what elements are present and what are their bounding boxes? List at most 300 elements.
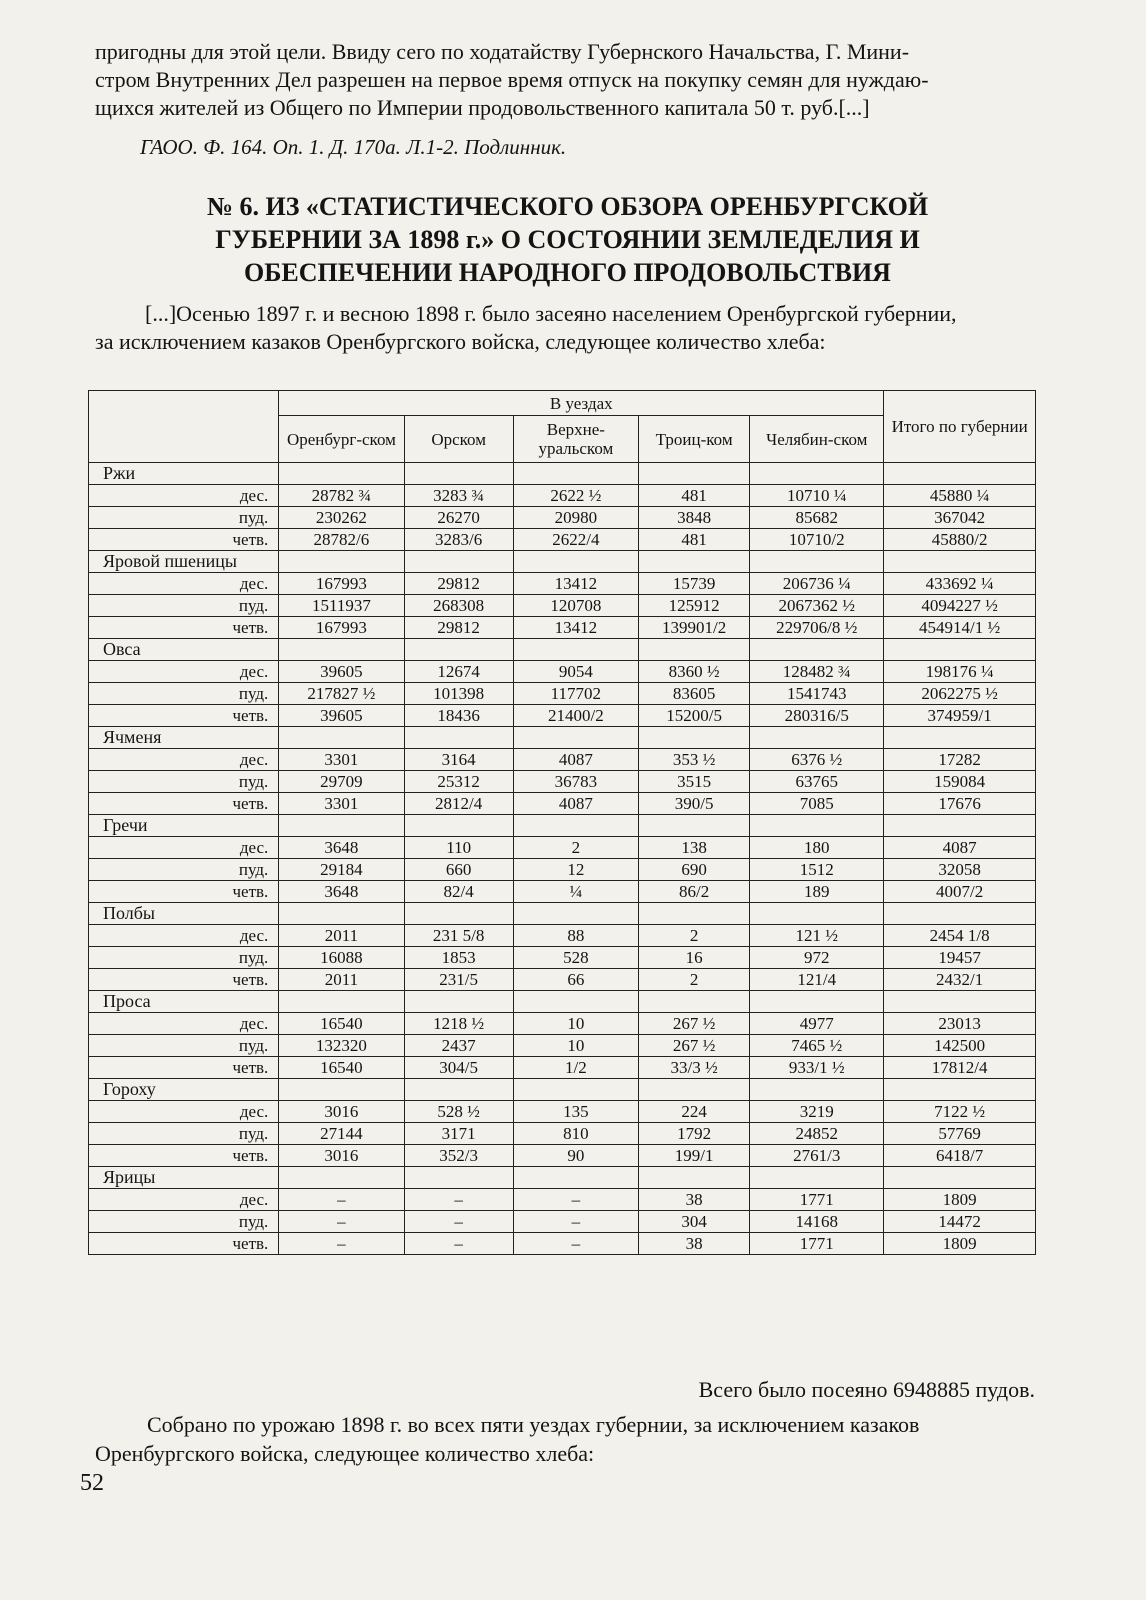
column-header: Оренбург-ском: [279, 416, 404, 463]
value-cell: 1853: [404, 947, 513, 969]
table-row: [89, 485, 1036, 507]
total-cell: 17282: [884, 749, 1036, 771]
empty-cell: [279, 463, 404, 485]
value-cell: 1771: [750, 1233, 884, 1255]
total-cell: 23013: [884, 1013, 1036, 1035]
value-cell: 690: [638, 859, 749, 881]
empty-cell: [638, 815, 749, 837]
category-name: Проса: [89, 991, 279, 1013]
heading-line: ОБЕСПЕЧЕНИИ НАРОДНОГО ПРОДОВОЛЬСТВИЯ: [244, 258, 891, 287]
value-cell: 15200/5: [638, 705, 749, 727]
column-header: Орском: [404, 416, 513, 463]
value-cell: 29184: [279, 859, 404, 881]
value-cell: 353 ½: [638, 749, 749, 771]
total-cell: 4087: [884, 837, 1036, 859]
empty-cell: [404, 815, 513, 837]
unit-cell: дес.: [89, 1013, 279, 1035]
top-paragraph: [95, 38, 1040, 122]
empty-cell: [404, 551, 513, 573]
value-cell: 224: [638, 1101, 749, 1123]
value-cell: 128482 ¾: [750, 661, 884, 683]
value-cell: 3515: [638, 771, 749, 793]
total-cell: 17812/4: [884, 1057, 1036, 1079]
bottom-paragraph: [95, 1410, 1040, 1468]
value-cell: –: [279, 1189, 404, 1211]
value-cell: 28782/6: [279, 529, 404, 551]
unit-cell: четв.: [89, 617, 279, 639]
table-row: [89, 1123, 1036, 1145]
empty-cell: [513, 991, 638, 1013]
empty-cell: [279, 1079, 404, 1101]
value-cell: 125912: [638, 595, 749, 617]
value-cell: –: [513, 1189, 638, 1211]
table-row: [89, 529, 1036, 551]
category-name: Яровой пшеницы: [89, 551, 279, 573]
value-cell: 3219: [750, 1101, 884, 1123]
value-cell: 189: [750, 881, 884, 903]
category-name: Гречи: [89, 815, 279, 837]
group-header: В уездах: [279, 391, 884, 416]
value-cell: –: [513, 1211, 638, 1233]
table-row: [89, 705, 1036, 727]
category-row: [89, 551, 1036, 573]
total-sown: Всего было посеяно 6948885 пудов.: [698, 1377, 1035, 1402]
value-cell: 3016: [279, 1101, 404, 1123]
table-body: [89, 463, 1036, 1255]
empty-cell: [884, 463, 1036, 485]
empty-cell: [638, 551, 749, 573]
value-cell: –: [279, 1211, 404, 1233]
value-cell: 6376 ½: [750, 749, 884, 771]
total-cell: 4094227 ½: [884, 595, 1036, 617]
unit-cell: пуд.: [89, 947, 279, 969]
total-cell: 198176 ¼: [884, 661, 1036, 683]
empty-cell: [404, 639, 513, 661]
total-cell: 142500: [884, 1035, 1036, 1057]
empty-cell: [404, 727, 513, 749]
total-cell: 1809: [884, 1233, 1036, 1255]
value-cell: 117702: [513, 683, 638, 705]
category-row: [89, 903, 1036, 925]
total-cell: 19457: [884, 947, 1036, 969]
table-row: [89, 859, 1036, 881]
value-cell: 26270: [404, 507, 513, 529]
value-cell: 29812: [404, 573, 513, 595]
column-header: Верхне-уральском: [513, 416, 638, 463]
unit-cell: дес.: [89, 1189, 279, 1211]
value-cell: 120708: [513, 595, 638, 617]
value-cell: 88: [513, 925, 638, 947]
value-cell: 231/5: [404, 969, 513, 991]
value-cell: 4087: [513, 793, 638, 815]
total-cell: 374959/1: [884, 705, 1036, 727]
value-cell: 1541743: [750, 683, 884, 705]
empty-cell: [513, 1079, 638, 1101]
table-row: [89, 507, 1036, 529]
total-cell: 2062275 ½: [884, 683, 1036, 705]
value-cell: 206736 ¼: [750, 573, 884, 595]
value-cell: 63765: [750, 771, 884, 793]
unit-cell: четв.: [89, 529, 279, 551]
table-row: [89, 749, 1036, 771]
value-cell: 12: [513, 859, 638, 881]
value-cell: 1512: [750, 859, 884, 881]
empty-cell: [513, 815, 638, 837]
total-cell: 45880 ¼: [884, 485, 1036, 507]
value-cell: 85682: [750, 507, 884, 529]
value-cell: 24852: [750, 1123, 884, 1145]
value-cell: 38: [638, 1233, 749, 1255]
table-row: [89, 793, 1036, 815]
unit-cell: четв.: [89, 1233, 279, 1255]
value-cell: 9054: [513, 661, 638, 683]
sowing-table: [88, 390, 1036, 1255]
value-cell: 29812: [404, 617, 513, 639]
table-row: [89, 925, 1036, 947]
text-line: пригодны для этой цели. Ввиду сего по ходатайству Губернского Начальства, Г. Мини-: [95, 39, 910, 64]
value-cell: 167993: [279, 617, 404, 639]
total-cell: 367042: [884, 507, 1036, 529]
empty-cell: [750, 463, 884, 485]
empty-cell: [884, 815, 1036, 837]
value-cell: 121/4: [750, 969, 884, 991]
value-cell: 20980: [513, 507, 638, 529]
empty-cell: [279, 991, 404, 1013]
empty-cell: [884, 1079, 1036, 1101]
value-cell: 3164: [404, 749, 513, 771]
value-cell: 2011: [279, 925, 404, 947]
value-cell: 217827 ½: [279, 683, 404, 705]
empty-cell: [750, 991, 884, 1013]
unit-cell: пуд.: [89, 507, 279, 529]
empty-cell: [750, 551, 884, 573]
total-column-header: Итого по губернии: [884, 391, 1036, 463]
value-cell: 3848: [638, 507, 749, 529]
value-cell: 1792: [638, 1123, 749, 1145]
value-cell: 39605: [279, 661, 404, 683]
empty-cell: [279, 1167, 404, 1189]
column-header: Троиц-ком: [638, 416, 749, 463]
text-line: за исключением казаков Оренбургского войска, следующее количество хлеба:: [95, 329, 826, 354]
value-cell: 280316/5: [750, 705, 884, 727]
value-cell: 199/1: [638, 1145, 749, 1167]
value-cell: 139901/2: [638, 617, 749, 639]
value-cell: 2622 ½: [513, 485, 638, 507]
value-cell: ¼: [513, 881, 638, 903]
value-cell: 33/3 ½: [638, 1057, 749, 1079]
archive-source: ГАОО. Ф. 164. Оп. 1. Д. 170а. Л.1-2. Подлинник.: [140, 135, 567, 159]
table-row: [89, 617, 1036, 639]
table-row: [89, 1057, 1036, 1079]
unit-cell: дес.: [89, 1101, 279, 1123]
total-cell: 4007/2: [884, 881, 1036, 903]
value-cell: 2812/4: [404, 793, 513, 815]
table-row: [89, 683, 1036, 705]
table-row: [89, 661, 1036, 683]
value-cell: 304: [638, 1211, 749, 1233]
category-name: Ржи: [89, 463, 279, 485]
empty-cell: [884, 903, 1036, 925]
value-cell: 27144: [279, 1123, 404, 1145]
total-cell: 433692 ¼: [884, 573, 1036, 595]
value-cell: 10710/2: [750, 529, 884, 551]
value-cell: 21400/2: [513, 705, 638, 727]
value-cell: 101398: [404, 683, 513, 705]
empty-cell: [279, 639, 404, 661]
page-number: 52: [80, 1470, 104, 1496]
value-cell: –: [404, 1233, 513, 1255]
table-row: [89, 771, 1036, 793]
value-cell: 528: [513, 947, 638, 969]
empty-cell: [638, 727, 749, 749]
value-cell: 180: [750, 837, 884, 859]
value-cell: 2: [513, 837, 638, 859]
total-cell: 2432/1: [884, 969, 1036, 991]
value-cell: 2761/3: [750, 1145, 884, 1167]
text-line: стром Внутренних Дел разрешен на первое время отпуск на покупку семян для нуждаю-: [95, 67, 929, 92]
value-cell: 2622/4: [513, 529, 638, 551]
value-cell: 39605: [279, 705, 404, 727]
table-row: [89, 881, 1036, 903]
empty-cell: [513, 463, 638, 485]
empty-cell: [750, 1167, 884, 1189]
value-cell: 933/1 ½: [750, 1057, 884, 1079]
value-cell: 230262: [279, 507, 404, 529]
unit-cell: пуд.: [89, 771, 279, 793]
total-cell: 159084: [884, 771, 1036, 793]
value-cell: 1511937: [279, 595, 404, 617]
value-cell: 8360 ½: [638, 661, 749, 683]
value-cell: 10: [513, 1035, 638, 1057]
value-cell: –: [513, 1233, 638, 1255]
unit-cell: пуд.: [89, 859, 279, 881]
value-cell: 390/5: [638, 793, 749, 815]
value-cell: 2: [638, 925, 749, 947]
category-row: [89, 815, 1036, 837]
value-cell: 16540: [279, 1057, 404, 1079]
text-line: Оренбургского войска, следующее количество хлеба:: [95, 1441, 595, 1466]
value-cell: 1/2: [513, 1057, 638, 1079]
empty-cell: [279, 727, 404, 749]
table-row: [89, 573, 1036, 595]
empty-cell: [279, 815, 404, 837]
value-cell: 28782 ¾: [279, 485, 404, 507]
value-cell: 3016: [279, 1145, 404, 1167]
unit-cell: пуд.: [89, 1211, 279, 1233]
empty-cell: [884, 551, 1036, 573]
text-line: [...]Осенью 1897 г. и весною 1898 г. было засеяно населением Оренбургской губернии,: [145, 301, 957, 326]
unit-cell: четв.: [89, 793, 279, 815]
unit-cell: дес.: [89, 749, 279, 771]
value-cell: 267 ½: [638, 1013, 749, 1035]
value-cell: 3648: [279, 881, 404, 903]
corner-cell: [89, 391, 279, 463]
empty-cell: [884, 727, 1036, 749]
value-cell: –: [404, 1189, 513, 1211]
value-cell: 3283 ¾: [404, 485, 513, 507]
table-row: [89, 969, 1036, 991]
unit-cell: дес.: [89, 925, 279, 947]
value-cell: 10: [513, 1013, 638, 1035]
value-cell: 528 ½: [404, 1101, 513, 1123]
value-cell: 16540: [279, 1013, 404, 1035]
value-cell: 10710 ¼: [750, 485, 884, 507]
category-row: [89, 1079, 1036, 1101]
unit-cell: пуд.: [89, 683, 279, 705]
category-name: Ячменя: [89, 727, 279, 749]
text-line: щихся жителей из Общего по Империи продовольственного капитала 50 т. руб.[...]: [95, 95, 870, 120]
value-cell: 660: [404, 859, 513, 881]
value-cell: 138: [638, 837, 749, 859]
value-cell: 481: [638, 529, 749, 551]
table-row: [89, 1211, 1036, 1233]
document-heading: [95, 190, 1040, 289]
category-name: Гороху: [89, 1079, 279, 1101]
value-cell: 810: [513, 1123, 638, 1145]
table-row: [89, 1233, 1036, 1255]
empty-cell: [638, 463, 749, 485]
category-name: Овса: [89, 639, 279, 661]
value-cell: 2437: [404, 1035, 513, 1057]
value-cell: –: [279, 1233, 404, 1255]
value-cell: 36783: [513, 771, 638, 793]
value-cell: 29709: [279, 771, 404, 793]
total-cell: 7122 ½: [884, 1101, 1036, 1123]
unit-cell: пуд.: [89, 1123, 279, 1145]
category-row: [89, 1167, 1036, 1189]
empty-cell: [279, 551, 404, 573]
unit-cell: четв.: [89, 705, 279, 727]
heading-line: № 6. ИЗ «СТАТИСТИЧЕСКОГО ОБЗОРА ОРЕНБУРГСКОЙ: [206, 192, 929, 221]
unit-cell: четв.: [89, 1145, 279, 1167]
value-cell: 90: [513, 1145, 638, 1167]
table-row: [89, 947, 1036, 969]
value-cell: 1771: [750, 1189, 884, 1211]
empty-cell: [638, 639, 749, 661]
unit-cell: пуд.: [89, 595, 279, 617]
value-cell: 3283/6: [404, 529, 513, 551]
value-cell: 3648: [279, 837, 404, 859]
value-cell: 66: [513, 969, 638, 991]
value-cell: 14168: [750, 1211, 884, 1233]
unit-cell: дес.: [89, 573, 279, 595]
empty-cell: [404, 991, 513, 1013]
value-cell: 267 ½: [638, 1035, 749, 1057]
total-cell: 57769: [884, 1123, 1036, 1145]
empty-cell: [750, 639, 884, 661]
category-row: [89, 463, 1036, 485]
category-name: Ярицы: [89, 1167, 279, 1189]
table-row: [89, 1101, 1036, 1123]
value-cell: 110: [404, 837, 513, 859]
value-cell: 135: [513, 1101, 638, 1123]
empty-cell: [750, 903, 884, 925]
table-row: [89, 837, 1036, 859]
value-cell: 16088: [279, 947, 404, 969]
empty-cell: [513, 551, 638, 573]
value-cell: 972: [750, 947, 884, 969]
unit-cell: пуд.: [89, 1035, 279, 1057]
empty-cell: [513, 639, 638, 661]
heading-line: ГУБЕРНИИ ЗА 1898 г.» О СОСТОЯНИИ ЗЕМЛЕДЕЛИЯ И: [215, 225, 920, 254]
value-cell: 15739: [638, 573, 749, 595]
unit-cell: дес.: [89, 661, 279, 683]
total-cell: 14472: [884, 1211, 1036, 1233]
total-cell: 17676: [884, 793, 1036, 815]
column-header: Челябин-ском: [750, 416, 884, 463]
empty-cell: [638, 1079, 749, 1101]
unit-cell: четв.: [89, 881, 279, 903]
intro-paragraph: [95, 300, 1040, 356]
value-cell: 83605: [638, 683, 749, 705]
value-cell: 86/2: [638, 881, 749, 903]
empty-cell: [750, 727, 884, 749]
value-cell: 82/4: [404, 881, 513, 903]
empty-cell: [404, 1167, 513, 1189]
total-cell: 32058: [884, 859, 1036, 881]
empty-cell: [750, 1079, 884, 1101]
unit-cell: дес.: [89, 485, 279, 507]
value-cell: 268308: [404, 595, 513, 617]
category-row: [89, 991, 1036, 1013]
value-cell: 16: [638, 947, 749, 969]
category-row: [89, 639, 1036, 661]
empty-cell: [638, 903, 749, 925]
value-cell: 2067362 ½: [750, 595, 884, 617]
table-row: [89, 1189, 1036, 1211]
value-cell: 121 ½: [750, 925, 884, 947]
empty-cell: [513, 903, 638, 925]
total-cell: 2454 1/8: [884, 925, 1036, 947]
value-cell: 4977: [750, 1013, 884, 1035]
value-cell: –: [404, 1211, 513, 1233]
total-cell: 454914/1 ½: [884, 617, 1036, 639]
empty-cell: [638, 991, 749, 1013]
table-row: [89, 1145, 1036, 1167]
table-row: [89, 1013, 1036, 1035]
value-cell: 13412: [513, 573, 638, 595]
value-cell: 1218 ½: [404, 1013, 513, 1035]
total-cell: 45880/2: [884, 529, 1036, 551]
value-cell: 13412: [513, 617, 638, 639]
value-cell: 12674: [404, 661, 513, 683]
value-cell: 18436: [404, 705, 513, 727]
value-cell: 7085: [750, 793, 884, 815]
value-cell: 3301: [279, 749, 404, 771]
total-cell: 1809: [884, 1189, 1036, 1211]
category-row: [89, 727, 1036, 749]
empty-cell: [513, 727, 638, 749]
value-cell: 2011: [279, 969, 404, 991]
value-cell: 4087: [513, 749, 638, 771]
empty-cell: [513, 1167, 638, 1189]
value-cell: 3301: [279, 793, 404, 815]
value-cell: 132320: [279, 1035, 404, 1057]
empty-cell: [404, 903, 513, 925]
empty-cell: [884, 639, 1036, 661]
total-cell: 6418/7: [884, 1145, 1036, 1167]
value-cell: 231 5/8: [404, 925, 513, 947]
unit-cell: дес.: [89, 837, 279, 859]
value-cell: 7465 ½: [750, 1035, 884, 1057]
text-line: Собрано по урожаю 1898 г. во всех пяти уездах губернии, за исключением казаков: [147, 1412, 920, 1437]
value-cell: 25312: [404, 771, 513, 793]
table-row: [89, 595, 1036, 617]
empty-cell: [404, 1079, 513, 1101]
empty-cell: [750, 815, 884, 837]
empty-cell: [404, 463, 513, 485]
empty-cell: [884, 991, 1036, 1013]
